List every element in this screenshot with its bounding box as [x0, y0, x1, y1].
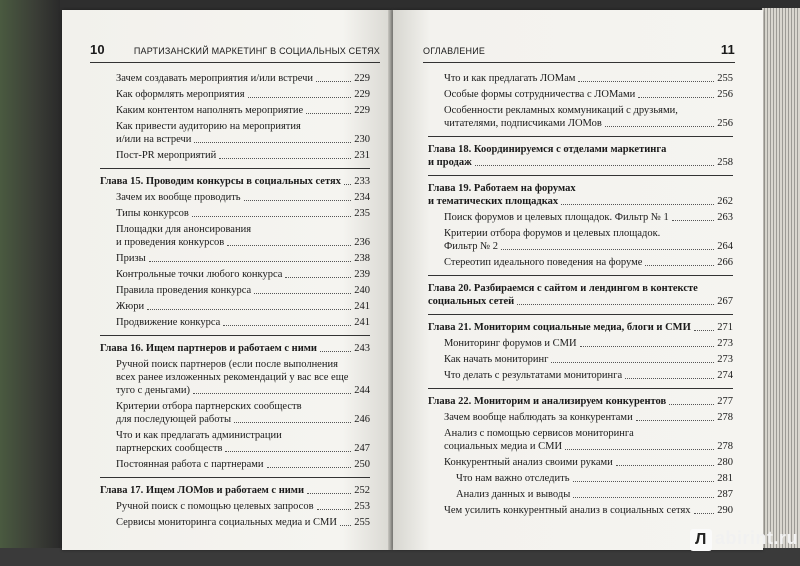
- toc-section-entry[interactable]: [100, 223, 370, 249]
- dot-leader: [316, 81, 351, 82]
- dot-leader: [307, 493, 351, 494]
- toc-chapter-entry[interactable]: [100, 484, 370, 497]
- toc-page-number: 250: [354, 459, 370, 470]
- toc-entry-title-line: и тематических площадках: [428, 196, 559, 207]
- toc-page-number: 255: [354, 517, 370, 528]
- toc-entry-title-line: Правила проведения конкурса: [116, 285, 252, 296]
- toc-page-number: 266: [717, 257, 733, 268]
- section-divider: [100, 335, 370, 336]
- toc-entry-title-line: Призы: [116, 253, 146, 264]
- toc-entry-title-line: Особые формы сотрудничества с ЛОМами: [444, 89, 636, 100]
- toc-entry-title-line: Фильтр № 2: [444, 241, 499, 252]
- toc-section-entry[interactable]: [428, 472, 733, 485]
- dot-leader: [645, 265, 714, 266]
- right-page: [393, 10, 763, 550]
- toc-entry-title-line: Что нам важно отследить: [456, 473, 570, 484]
- toc-section-entry[interactable]: [428, 337, 733, 350]
- toc-section-entry[interactable]: [100, 516, 370, 529]
- dot-leader: [267, 467, 352, 468]
- toc-chapter-entry[interactable]: [428, 282, 733, 308]
- toc-section-entry[interactable]: [428, 427, 733, 453]
- dot-leader: [225, 451, 351, 452]
- background-left: [0, 0, 60, 566]
- toc-page-number: 231: [354, 150, 370, 161]
- dot-leader: [669, 404, 714, 405]
- toc-entry-title-line: Глава 15. Проводим конкурсы в социальных сетях: [100, 176, 341, 187]
- left-page: [62, 10, 392, 550]
- toc-entry-title-line: и проведения конкурсов: [116, 237, 225, 248]
- page-edges: [762, 8, 800, 548]
- dot-leader: [344, 184, 351, 185]
- toc-page-number: 255: [717, 73, 733, 84]
- right-toc: [428, 72, 733, 520]
- section-divider: [428, 275, 733, 276]
- toc-entry-title-line: Сервисы мониторинга социальных медиа и СМИ: [116, 517, 337, 528]
- toc-page-number: 236: [354, 237, 370, 248]
- toc-entry-title-line: и продаж: [428, 157, 472, 168]
- left-running-header: ПАРТИЗАНСКИЙ МАРКЕТИНГ В СОЦИАЛЬНЫХ СЕТЯХ: [133, 46, 380, 56]
- dot-leader: [254, 293, 351, 294]
- toc-section-entry[interactable]: [100, 316, 370, 329]
- toc-page-number: 238: [354, 253, 370, 264]
- section-divider: [428, 388, 733, 389]
- dot-leader: [636, 420, 715, 421]
- toc-entry-title-line: Глава 17. Ищем ЛОМов и работаем с ними: [100, 485, 304, 496]
- section-divider: [428, 314, 733, 315]
- toc-page-number: 280: [717, 457, 733, 468]
- toc-section-entry[interactable]: [100, 207, 370, 220]
- left-page-number: 10: [90, 42, 105, 57]
- toc-entry-title-line: туго с деньгами): [116, 385, 191, 396]
- right-page-number: 11: [720, 42, 735, 57]
- toc-entry-title-line: Площадки для анонсирования: [116, 224, 252, 235]
- toc-entry-title-line: Поиск форумов и целевых площадок. Фильтр № 1: [444, 212, 669, 223]
- dot-leader: [672, 220, 715, 221]
- toc-section-entry[interactable]: [100, 400, 370, 426]
- toc-section-entry[interactable]: [100, 300, 370, 313]
- toc-page-number: 240: [354, 285, 370, 296]
- toc-entry-title-line: социальных медиа и СМИ: [444, 441, 563, 452]
- toc-page-number: 278: [717, 412, 733, 423]
- toc-entry-title-line: для последующей работы: [116, 414, 232, 425]
- toc-page-number: 252: [354, 485, 370, 496]
- section-divider: [100, 168, 370, 169]
- dot-leader: [317, 509, 352, 510]
- right-page-header: [423, 42, 735, 63]
- dot-leader: [638, 97, 714, 98]
- toc-chapter-entry[interactable]: [428, 395, 733, 408]
- dot-leader: [573, 497, 714, 498]
- dot-leader: [625, 378, 714, 379]
- toc-entry-title-line: Критерии отбора форумов и целевых площадок.: [444, 228, 661, 239]
- toc-page-number: 230: [354, 134, 370, 145]
- toc-page-number: 235: [354, 208, 370, 219]
- toc-page-number: 264: [717, 241, 733, 252]
- dot-leader: [501, 249, 714, 250]
- toc-section-entry[interactable]: [100, 88, 370, 101]
- toc-page-number: 246: [354, 414, 370, 425]
- dot-leader: [244, 200, 352, 201]
- toc-entry-title-line: Типы конкурсов: [116, 208, 189, 219]
- dot-leader: [227, 245, 351, 246]
- toc-entry-title-line: Мониторинг форумов и СМИ: [444, 338, 577, 349]
- toc-entry-title-line: Анализ данных и выводы: [456, 489, 571, 500]
- toc-entry-title-line: Глава 18. Координируемся с отделами маркетинга: [428, 144, 667, 155]
- dot-leader: [694, 330, 714, 331]
- toc-page-number: 234: [354, 192, 370, 203]
- toc-section-entry[interactable]: [428, 411, 733, 424]
- toc-entry-title-line: Каким контентом наполнять мероприятие: [116, 105, 304, 116]
- toc-page-number: 229: [354, 89, 370, 100]
- toc-page-number: 229: [354, 73, 370, 84]
- toc-page-number: 258: [717, 157, 733, 168]
- toc-entry-title-line: Жюри: [116, 301, 145, 312]
- dot-leader: [285, 277, 351, 278]
- toc-entry-title-line: Зачем вообще наблюдать за конкурентами: [444, 412, 633, 423]
- toc-page-number: 243: [354, 343, 370, 354]
- dot-leader: [149, 261, 352, 262]
- toc-section-entry[interactable]: [428, 227, 733, 253]
- dot-leader: [340, 525, 351, 526]
- toc-section-entry[interactable]: [100, 500, 370, 513]
- toc-section-entry[interactable]: [100, 268, 370, 281]
- toc-page-number: 273: [717, 354, 733, 365]
- dot-leader: [475, 165, 715, 166]
- toc-section-entry[interactable]: [100, 191, 370, 204]
- toc-section-entry[interactable]: [428, 369, 733, 382]
- toc-chapter-entry[interactable]: [100, 175, 370, 188]
- toc-page-number: 253: [354, 501, 370, 512]
- watermark-text: abirint.ru: [715, 528, 799, 548]
- toc-section-entry[interactable]: [428, 456, 733, 469]
- toc-page-number: 263: [717, 212, 733, 223]
- toc-entry-title-line: Как привести аудиторию на мероприятия: [116, 121, 301, 132]
- toc-entry-title-line: Что и как предлагать администрации: [116, 430, 282, 441]
- dot-leader: [219, 158, 351, 159]
- toc-entry-title-line: Что делать с результатами мониторинга: [444, 370, 623, 381]
- toc-section-entry[interactable]: [100, 358, 370, 397]
- toc-entry-title-line: Что и как предлагать ЛОМам: [444, 73, 576, 84]
- left-toc: [100, 72, 370, 532]
- toc-entry-title-line: Чем усилить конкурентный анализ в социальных сетях: [444, 505, 691, 516]
- toc-page-number: 229: [354, 105, 370, 116]
- toc-page-number: 247: [354, 443, 370, 454]
- toc-entry-title-line: Ручной поиск с помощью целевых запросов: [116, 501, 314, 512]
- watermark-logo: Л: [690, 529, 712, 551]
- toc-entry-title-line: партнерских сообществ: [116, 443, 223, 454]
- watermark: [690, 528, 800, 558]
- dot-leader: [320, 351, 351, 352]
- toc-page-number: 271: [717, 322, 733, 333]
- toc-section-entry[interactable]: [428, 504, 733, 517]
- toc-entry-title-line: Стереотип идеального поведения на форуме: [444, 257, 643, 268]
- toc-section-entry[interactable]: [100, 458, 370, 471]
- toc-page-number: 278: [717, 441, 733, 452]
- dot-leader: [605, 126, 714, 127]
- dot-leader: [578, 81, 714, 82]
- toc-chapter-entry[interactable]: [428, 182, 733, 208]
- toc-entry-title-line: читателями, подписчиками ЛОМов: [444, 118, 602, 129]
- background-bottom: [0, 548, 800, 566]
- toc-entry-title-line: Зачем их вообще проводить: [116, 192, 241, 203]
- toc-page-number: 233: [354, 176, 370, 187]
- dot-leader: [565, 449, 714, 450]
- toc-page-number: 267: [717, 296, 733, 307]
- toc-section-entry[interactable]: [100, 104, 370, 117]
- section-divider: [428, 136, 733, 137]
- dot-leader: [248, 97, 352, 98]
- toc-chapter-entry[interactable]: [428, 321, 733, 334]
- toc-page-number: 287: [717, 489, 733, 500]
- toc-section-entry[interactable]: [100, 284, 370, 297]
- toc-chapter-entry[interactable]: [428, 143, 733, 169]
- toc-page-number: 262: [717, 196, 733, 207]
- dot-leader: [517, 304, 714, 305]
- toc-page-number: 241: [354, 301, 370, 312]
- toc-entry-title-line: Ручной поиск партнеров (если после выполнения: [116, 359, 338, 370]
- toc-section-entry[interactable]: [100, 149, 370, 162]
- toc-page-number: 290: [717, 505, 733, 516]
- dot-leader: [192, 216, 351, 217]
- dot-leader: [194, 142, 351, 143]
- toc-section-entry[interactable]: [428, 211, 733, 224]
- toc-page-number: 256: [717, 89, 733, 100]
- toc-entry-title-line: Глава 19. Работаем на форумах: [428, 183, 576, 194]
- toc-entry-title-line: Глава 22. Мониторим и анализируем конкурентов: [428, 396, 667, 407]
- dot-leader: [223, 325, 351, 326]
- toc-page-number: 273: [717, 338, 733, 349]
- toc-page-number: 281: [717, 473, 733, 484]
- section-divider: [100, 477, 370, 478]
- dot-leader: [561, 204, 714, 205]
- toc-entry-title-line: Пост-PR мероприятий: [116, 150, 217, 161]
- section-divider: [428, 175, 733, 176]
- toc-section-entry[interactable]: [100, 252, 370, 265]
- toc-chapter-entry[interactable]: [100, 342, 370, 355]
- toc-entry-title-line: Постоянная работа с партнерами: [116, 459, 264, 470]
- toc-section-entry[interactable]: [428, 88, 733, 101]
- toc-section-entry[interactable]: [100, 120, 370, 146]
- dot-leader: [580, 346, 715, 347]
- toc-entry-title-line: Конкурентный анализ своими руками: [444, 457, 613, 468]
- toc-section-entry[interactable]: [100, 429, 370, 455]
- toc-page-number: 244: [354, 385, 370, 396]
- toc-section-entry[interactable]: [100, 72, 370, 85]
- toc-entry-title-line: Особенности рекламных коммуникаций с друзьями,: [444, 105, 678, 116]
- toc-page-number: 239: [354, 269, 370, 280]
- toc-entry-title-line: Глава 20. Разбираемся с сайтом и лендингом в контексте: [428, 283, 698, 294]
- toc-entry-title-line: Зачем создавать мероприятия и/или встречи: [116, 73, 314, 84]
- toc-section-entry[interactable]: [428, 256, 733, 269]
- toc-entry-title-line: Продвижение конкурса: [116, 317, 221, 328]
- toc-page-number: 256: [717, 118, 733, 129]
- dot-leader: [147, 309, 351, 310]
- toc-entry-title-line: Глава 21. Мониторим социальные медиа, блоги и СМИ: [428, 322, 691, 333]
- dot-leader: [573, 481, 715, 482]
- toc-entry-title-line: Контрольные точки любого конкурса: [116, 269, 283, 280]
- dot-leader: [306, 113, 351, 114]
- toc-page-number: 277: [717, 396, 733, 407]
- toc-section-entry[interactable]: [428, 72, 733, 85]
- toc-section-entry[interactable]: [428, 488, 733, 501]
- dot-leader: [234, 422, 351, 423]
- toc-section-entry[interactable]: [428, 104, 733, 130]
- toc-entry-title-line: Анализ с помощью сервисов мониторинга: [444, 428, 634, 439]
- toc-entry-title-line: всех ранее изложенных рекомендаций у вас все еще: [116, 372, 349, 383]
- toc-entry-title-line: Глава 16. Ищем партнеров и работаем с ними: [100, 343, 317, 354]
- toc-entry-title-line: Как оформлять мероприятия: [116, 89, 245, 100]
- toc-page-number: 274: [717, 370, 733, 381]
- dot-leader: [193, 393, 351, 394]
- dot-leader: [694, 513, 715, 514]
- toc-section-entry[interactable]: [428, 353, 733, 366]
- toc-entry-title-line: и/или на встречи: [116, 134, 192, 145]
- toc-entry-title-line: социальных сетей: [428, 296, 515, 307]
- toc-entry-title-line: Как начать мониторинг: [444, 354, 549, 365]
- dot-leader: [551, 362, 714, 363]
- dot-leader: [616, 465, 714, 466]
- toc-entry-title-line: Критерии отбора партнерских сообществ: [116, 401, 302, 412]
- toc-page-number: 241: [354, 317, 370, 328]
- right-running-header: ОГЛАВЛЕНИЕ: [423, 46, 486, 56]
- left-page-header: [90, 42, 380, 63]
